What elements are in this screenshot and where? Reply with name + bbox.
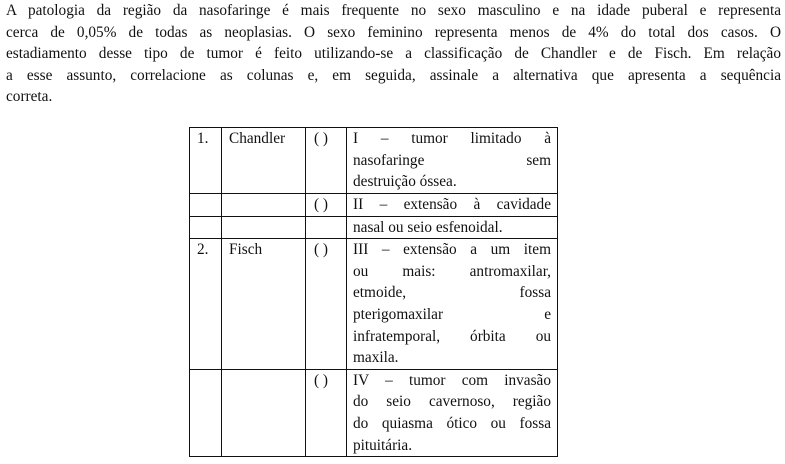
classification-name: Fisch	[222, 239, 306, 370]
row-number	[190, 194, 222, 217]
table-row	[190, 239, 558, 370]
classification-name	[222, 216, 306, 239]
stage-description: II – extensão à cavidade	[347, 194, 558, 217]
table-row	[190, 216, 558, 239]
stage-description: III – extensão a um item ou mais: antromaxilar, etmoide, fossa pterigomaxilar e infratemporal, órbita ou maxila.	[347, 239, 558, 370]
correlation-table	[189, 127, 558, 457]
row-number: 2.	[190, 239, 222, 370]
answer-blank: ( )	[306, 239, 347, 370]
stage-description: nasal ou seio esfenoidal.	[347, 216, 558, 239]
table-row	[190, 369, 558, 456]
classification-name: Chandler	[222, 128, 306, 194]
stage-description: I – tumor limitado à nasofaringe sem destruição óssea.	[347, 128, 558, 194]
row-number: 1.	[190, 128, 222, 194]
stage-description: IV – tumor com invasão do seio cavernoso, região do quiasma ótico ou fossa pituitária.	[347, 369, 558, 456]
table-row	[190, 194, 558, 217]
question-line: estadiamento desse tipo de tumor é feito utilizando-se a classificação de Chandler e de Fisch. Em relação	[6, 45, 781, 63]
row-number	[190, 369, 222, 456]
question-line: cerca de 0,05% de todas as neoplasias. O sexo feminino representa menos de 4% do total dos casos. O	[6, 23, 781, 41]
question-line: A patologia da região da nasofaringe é mais frequente no sexo masculino e na idade puberal e representa	[6, 2, 781, 19]
question-line: a esse assunto, correlacione as colunas e, em seguida, assinale a alternativa que apresenta a sequência	[6, 66, 781, 84]
classification-name	[222, 194, 306, 217]
answer-blank: ( )	[306, 369, 347, 456]
question-line: correta.	[6, 88, 53, 106]
table-row	[190, 128, 558, 194]
classification-name	[222, 369, 306, 456]
question-text	[6, 0, 781, 108]
answer-blank	[306, 216, 347, 239]
row-number	[190, 216, 222, 239]
answer-blank: ( )	[306, 128, 347, 194]
answer-blank: ( )	[306, 194, 347, 217]
